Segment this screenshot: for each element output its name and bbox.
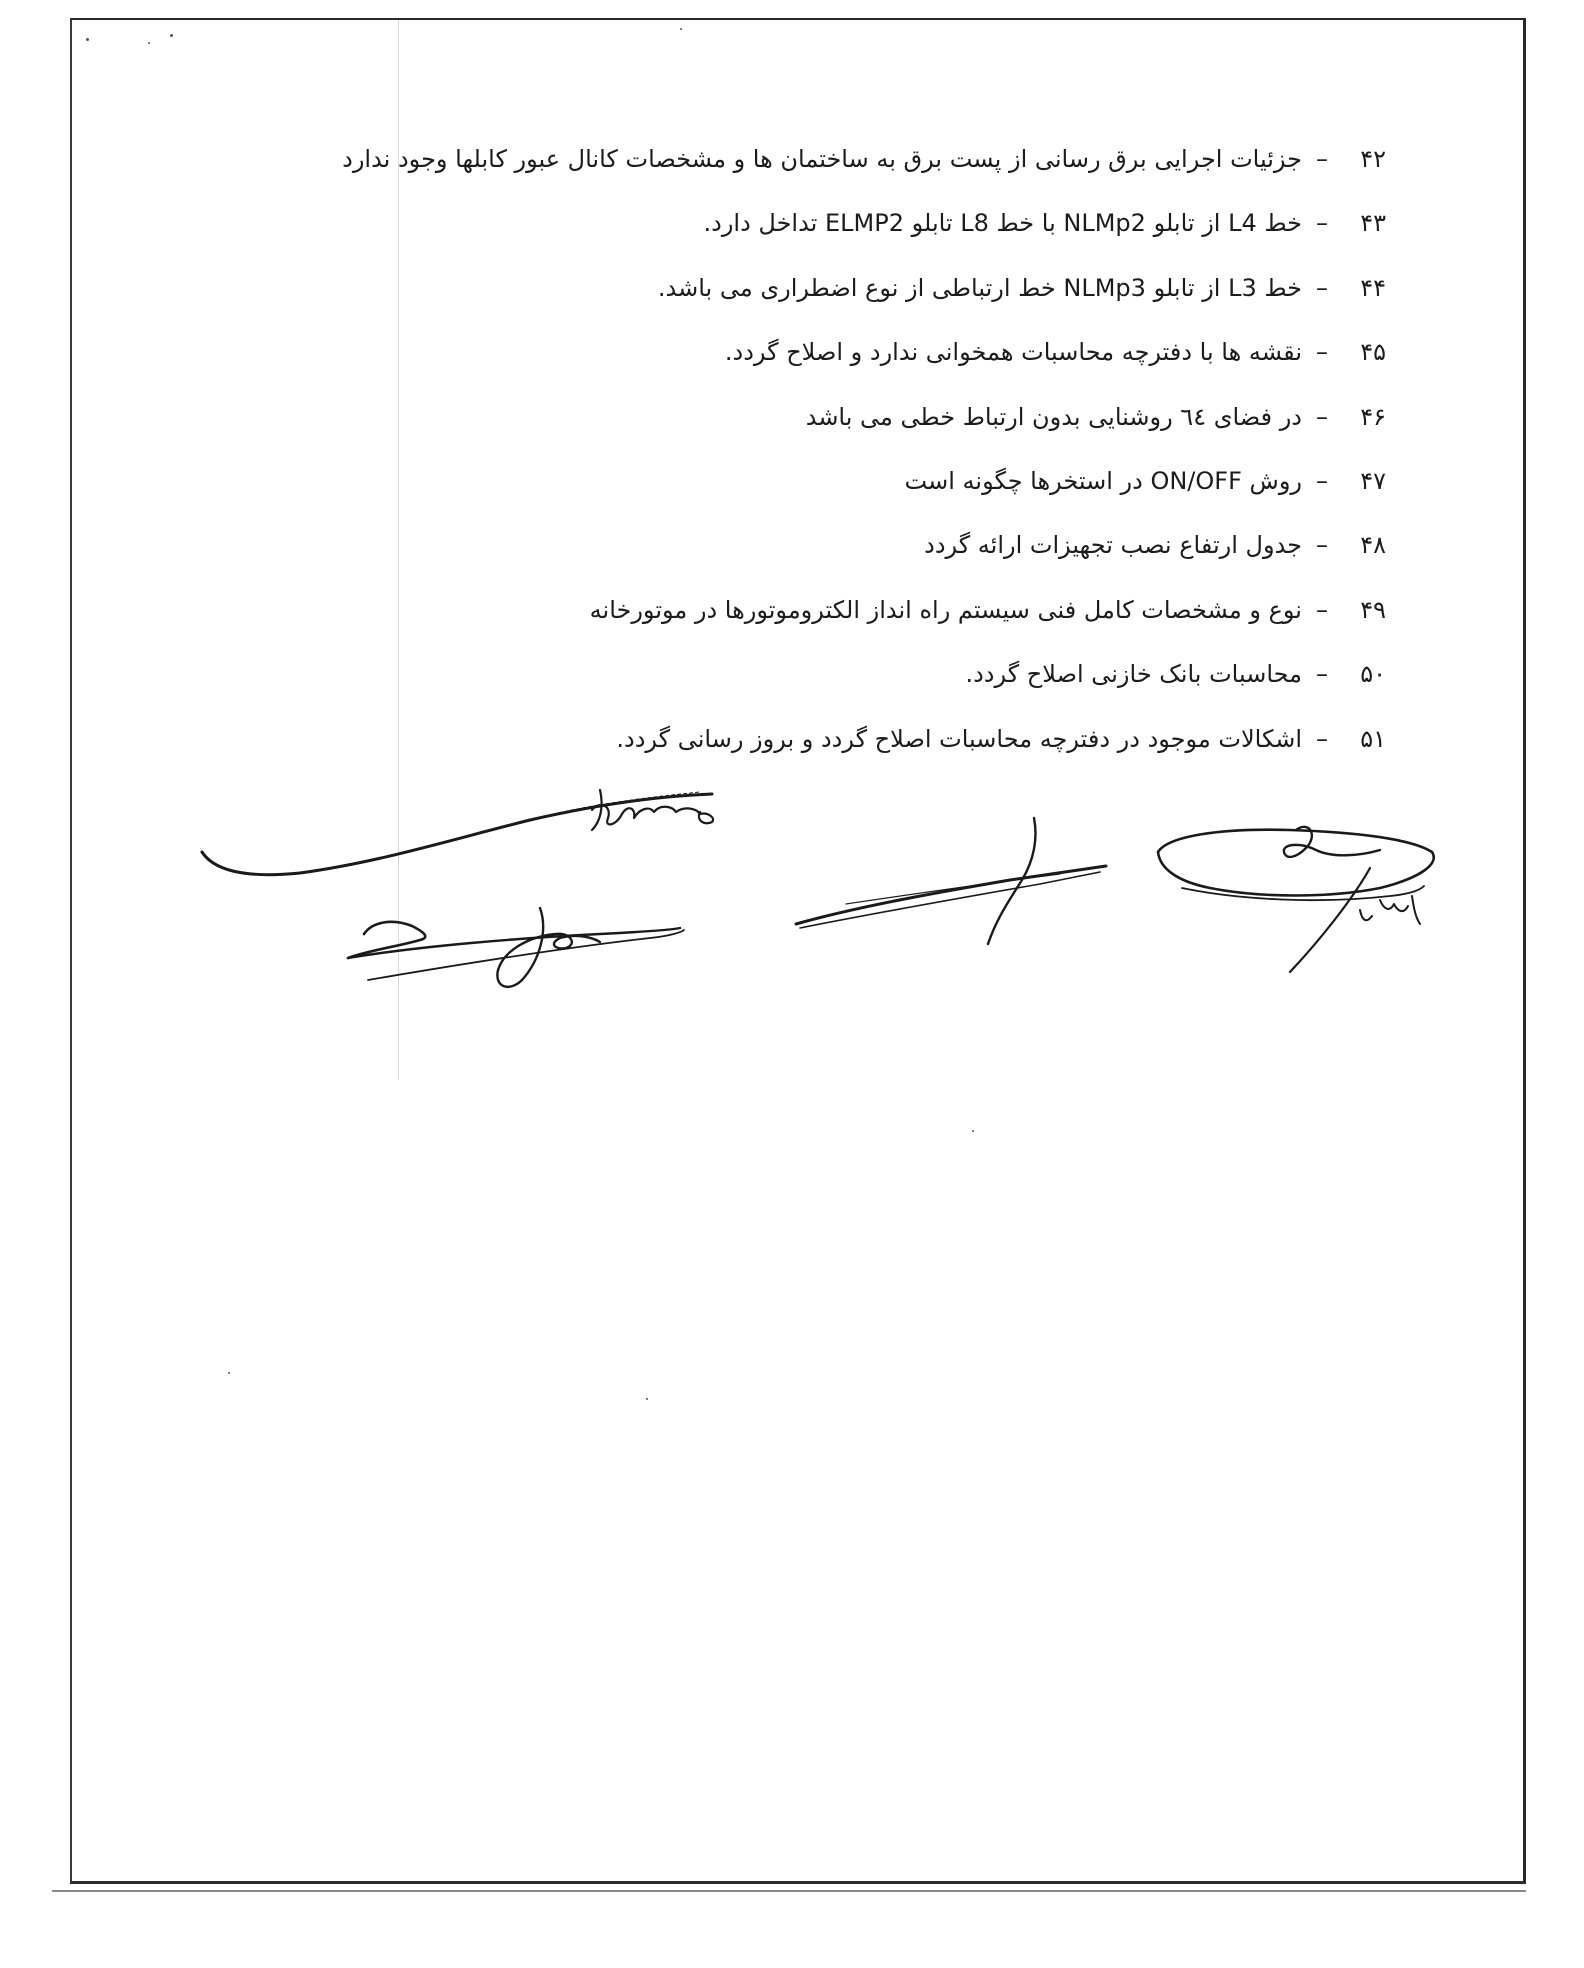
item-number: ۴۸: [1360, 531, 1386, 560]
item-number: ۴۲: [1360, 145, 1386, 173]
item-dash: –: [1316, 531, 1328, 560]
item-number: ۵۰: [1360, 660, 1386, 689]
item-text: در فضای ٦٤ روشنایی بدون ارتباط خطی می باشد: [805, 402, 1302, 431]
item-number: ۴۶: [1360, 402, 1386, 431]
item-text: اشکالات موجود در دفترچه محاسبات اصلاح گردد و بروز رسانی گردد.: [616, 724, 1302, 753]
item-text: جدول ارتفاع نصب تجهیزات ارائه گردد: [924, 531, 1302, 560]
item-text: نوع و مشخصات کامل فنی سیستم راه انداز الکتروموتورها در موتورخانه: [589, 595, 1302, 624]
item-number: ۴۹: [1360, 595, 1386, 624]
item-number: ۴۴: [1360, 273, 1386, 302]
signature-left-upper: [202, 790, 713, 875]
item-number: ۴۵: [1360, 338, 1386, 367]
signature-left-lower: [348, 908, 684, 987]
item-number: ۵۱: [1360, 724, 1386, 753]
item-text: خط L3 از تابلو NLMp3 خط ارتباطی از نوع اضطراری می باشد.: [657, 273, 1302, 302]
signature-right: [1158, 827, 1434, 972]
item-dash: –: [1316, 145, 1328, 173]
item-dash: –: [1316, 209, 1328, 238]
item-dash: –: [1316, 402, 1328, 431]
item-text: روش ON/OFF در استخرها چگونه است: [904, 466, 1302, 495]
item-dash: –: [1316, 660, 1328, 689]
item-dash: –: [1316, 273, 1328, 302]
item-number: ۴۷: [1360, 466, 1386, 495]
item-text: جزئیات اجرایی برق رسانی از پست برق به ساختمان ها و مشخصات کانال عبور کابلها وجود ندارد: [342, 145, 1302, 173]
item-text: نقشه ها با دفترچه محاسبات همخوانی ندارد و اصلاح گردد.: [724, 338, 1302, 367]
signature-middle: [796, 818, 1106, 944]
item-number: ۴۳: [1360, 209, 1386, 238]
item-dash: –: [1316, 595, 1328, 624]
item-dash: –: [1316, 338, 1328, 367]
item-dash: –: [1316, 724, 1328, 753]
item-text: محاسبات بانک خازنی اصلاح گردد.: [965, 660, 1302, 689]
item-dash: –: [1316, 466, 1328, 495]
item-text: خط L4 از تابلو NLMp2 با خط L8 تابلو ELMP2 تداخل دارد.: [703, 209, 1302, 238]
